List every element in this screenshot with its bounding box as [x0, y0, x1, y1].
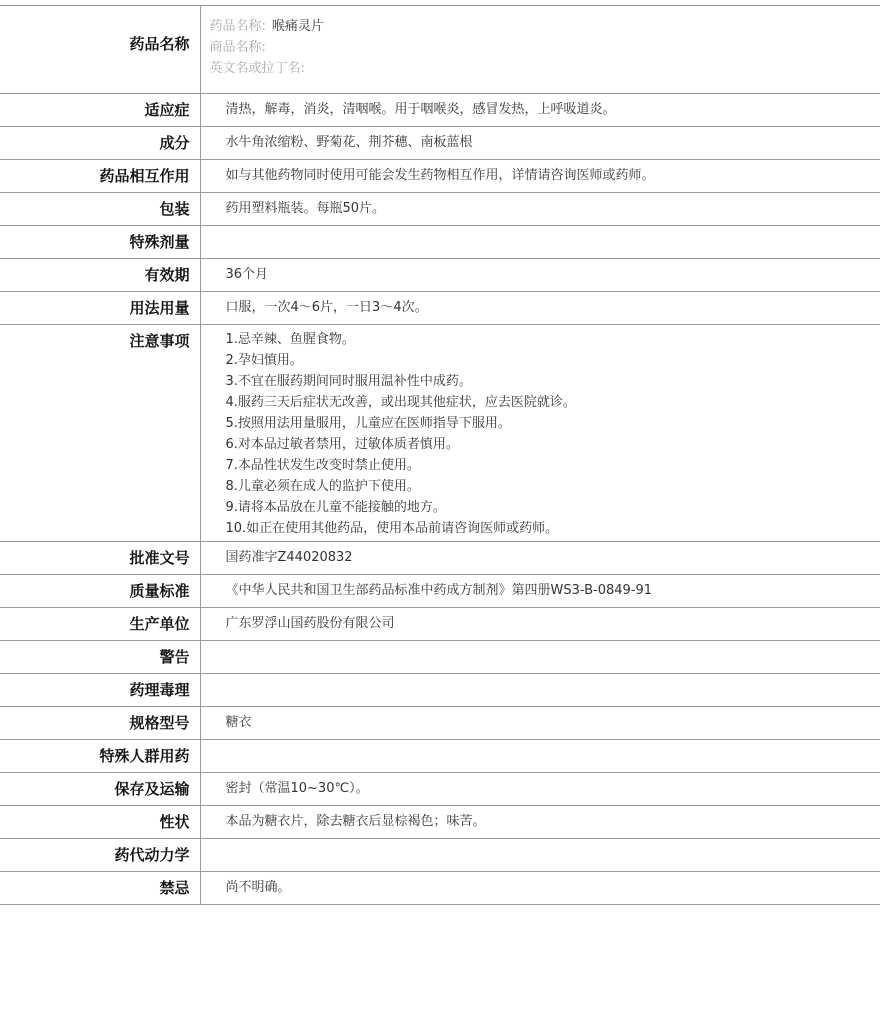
row-value: 口服，一次4～6片，一日3～4次。: [200, 292, 880, 325]
list-item: 5.按照用法用量服用，儿童应在医师指导下服用。: [225, 416, 511, 431]
row-drug-name: [0, 6, 880, 94]
row-description: [0, 806, 880, 839]
row-special-populations: [0, 740, 880, 773]
row-label: 保存及运输: [0, 773, 200, 806]
row-value: 36个月: [200, 259, 880, 292]
name-line-trade: [210, 37, 880, 58]
list-item: 4.服药三天后症状无改善，或出现其他症状，应去医院就诊。: [225, 395, 576, 410]
row-value: [200, 674, 880, 707]
row-label: 批准文号: [0, 542, 200, 575]
row-value: 水牛角浓缩粉、野菊花、荆芥穗、南板蓝根: [200, 127, 880, 160]
row-label: 规格型号: [0, 707, 200, 740]
list-item: 1.忌辛辣、鱼腥食物。: [225, 332, 355, 347]
precautions-list: [200, 325, 880, 542]
row-label: 药理毒理: [0, 674, 200, 707]
row-ingredients: [0, 127, 880, 160]
row-label: 特殊人群用药: [0, 740, 200, 773]
row-label: 有效期: [0, 259, 200, 292]
name-line-latin: [210, 58, 880, 79]
row-approval-number: [0, 542, 880, 575]
row-label: 质量标准: [0, 575, 200, 608]
row-manufacturer: [0, 608, 880, 641]
row-value: 《中华人民共和国卫生部药品标准中药成方制剂》第四册WS3-B-0849-91: [200, 575, 880, 608]
row-precautions: [0, 325, 880, 542]
row-label: 适应症: [0, 94, 200, 127]
row-label: 药代动力学: [0, 839, 200, 872]
list-item: 3.不宜在服药期间同时服用温补性中成药。: [225, 374, 472, 389]
name-key: 商品名称:: [209, 40, 266, 55]
row-label: 警告: [0, 641, 200, 674]
list-item: 10.如正在使用其他药品，使用本品前请咨询医师或药师。: [225, 521, 559, 536]
name-line-generic: [210, 16, 880, 37]
row-label: 性状: [0, 806, 200, 839]
list-item: 6.对本品过敏者禁用，过敏体质者慎用。: [225, 437, 459, 452]
row-value: 尚不明确。: [200, 872, 880, 905]
row-pharmacology: [0, 674, 880, 707]
row-label: 注意事项: [0, 325, 200, 542]
drug-spec-table: [0, 5, 880, 905]
row-value: [200, 226, 880, 259]
list-item: 8.儿童必须在成人的监护下使用。: [225, 479, 420, 494]
row-contraindications: [0, 872, 880, 905]
row-value: 如与其他药物同时使用可能会发生药物相互作用，详情请咨询医师或药师。: [200, 160, 880, 193]
row-label: 用法用量: [0, 292, 200, 325]
row-label: 特殊剂量: [0, 226, 200, 259]
row-value: [200, 740, 880, 773]
row-packaging: [0, 193, 880, 226]
row-quality-standard: [0, 575, 880, 608]
row-pharmacokinetics: [0, 839, 880, 872]
row-value: [200, 641, 880, 674]
list-item: 7.本品性状发生改变时禁止使用。: [225, 458, 420, 473]
row-storage: [0, 773, 880, 806]
name-key: 药品名称:: [209, 19, 266, 34]
row-label: 禁忌: [0, 872, 200, 905]
row-value: 本品为糖衣片，除去糖衣后显棕褐色；味苦。: [200, 806, 880, 839]
row-label: 成分: [0, 127, 200, 160]
list-item: 9.请将本品放在儿童不能接触的地方。: [225, 500, 446, 515]
row-value: 糖衣: [200, 707, 880, 740]
row-value: [200, 839, 880, 872]
list-item: 2.孕妇慎用。: [225, 353, 303, 368]
row-value: 密封（常温10~30℃）。: [200, 773, 880, 806]
row-warning: [0, 641, 880, 674]
row-value: 广东罗浮山国药股份有限公司: [200, 608, 880, 641]
row-indications: [0, 94, 880, 127]
row-value: 药用塑料瓶装。每瓶50片。: [200, 193, 880, 226]
row-label: 生产单位: [0, 608, 200, 641]
row-dosage: [0, 292, 880, 325]
row-special-dosage: [0, 226, 880, 259]
drug-name-values: [200, 6, 880, 94]
name-value: 喉痛灵片: [271, 19, 324, 34]
row-value: 清热，解毒，消炎，清咽喉。用于咽喉炎，感冒发热，上呼吸道炎。: [200, 94, 880, 127]
row-value: 国药准字Z44020832: [200, 542, 880, 575]
name-key: 英文名或拉丁名:: [209, 61, 305, 76]
row-label: 包装: [0, 193, 200, 226]
row-label: 药品名称: [0, 6, 200, 94]
row-interactions: [0, 160, 880, 193]
row-shelf-life: [0, 259, 880, 292]
row-specification: [0, 707, 880, 740]
row-label: 药品相互作用: [0, 160, 200, 193]
drug-spec-sheet: [0, 5, 880, 905]
